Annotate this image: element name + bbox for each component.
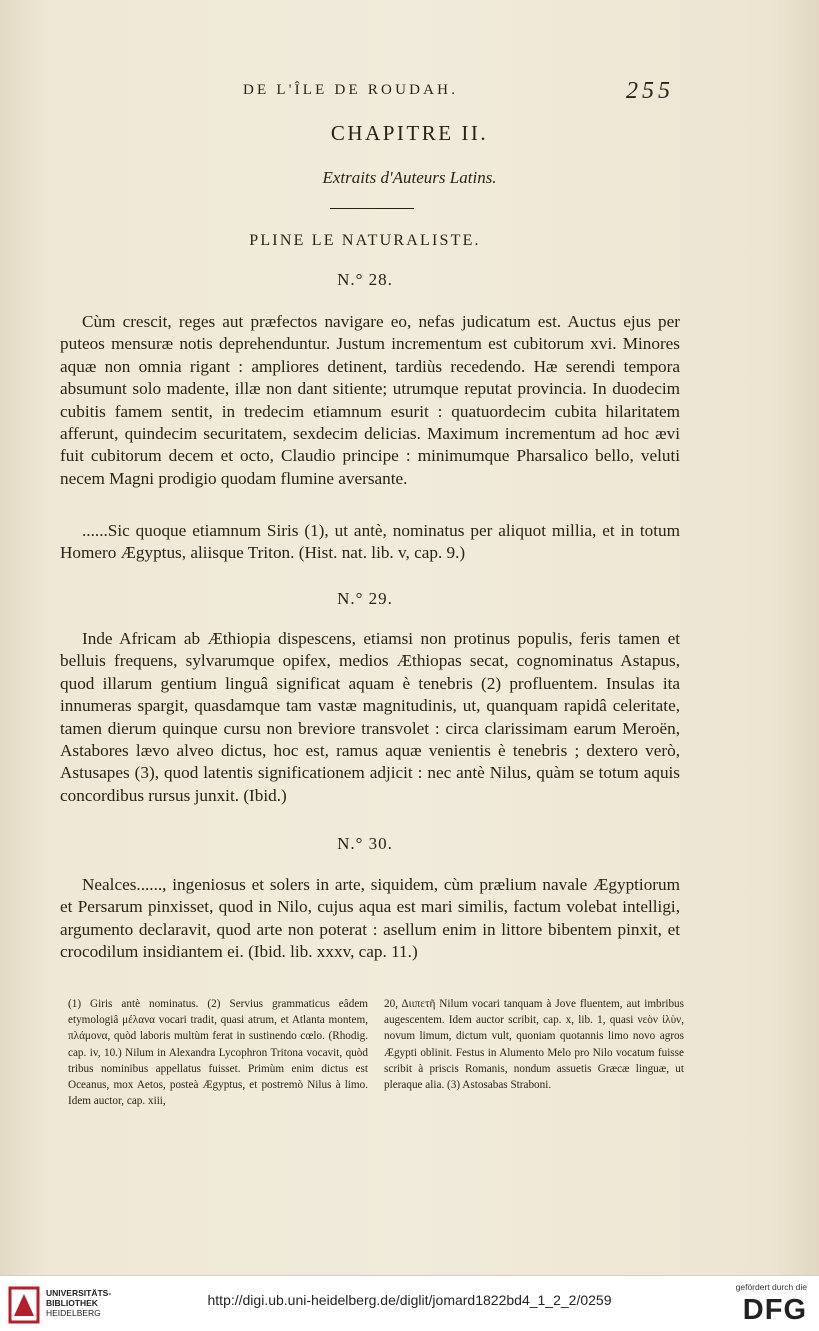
entry-number: N.° 30. <box>337 834 393 853</box>
section-title: PLINE LE NATURALISTE. <box>249 232 481 249</box>
chapter-title: CHAPITRE II. <box>330 121 489 145</box>
page-number: 255 <box>626 78 674 104</box>
university-line: BIBLIOTHEK <box>46 1298 98 1308</box>
university-line: HEIDELBERG <box>46 1308 101 1318</box>
running-title: DE L'ÎLE DE ROUDAH. <box>243 82 459 98</box>
footer-bar <box>0 1275 819 1331</box>
running-head <box>0 78 819 108</box>
paragraph: Nealces......, ingeniosus et solers in arte, siquidem, cùm prælium navale Ægyptiorum et Persarum pinxisset, quod in Nilo, cujus aqua est mari similis, factum volebat intelligi, argumento declaravit, quod arte non poterat : asellum enim in littore bibentem pinxit, et crocodilum insidiantem ei. (Ibid. lib. xxxv, cap. 11.) <box>60 875 680 962</box>
dfg-logo[interactable]: DFG <box>742 1294 807 1326</box>
entry-number: N.° 29. <box>337 589 393 608</box>
permalink-url[interactable]: http://digi.ub.uni-heidelberg.de/diglit/jomard1822bd4_1_2_2/0259 <box>207 1292 612 1308</box>
entry-number: N.° 28. <box>337 270 393 289</box>
funded-by-label: gefördert durch die <box>735 1282 807 1292</box>
chapter-subtitle: Extraits d'Auteurs Latins. <box>322 168 497 187</box>
university-line: UNIVERSITÄTS- <box>46 1288 112 1298</box>
footnote-column-right: 20, Διιπετῆ Nilum vocari tanquam à Jove fluentem, aut imbribus augescentem. Idem auctor scribit, cap. x, lib. 1, quasi νεὸν ἰλὺν, novum limum, dictum vult, quoniam quotannis limo novo agros Ægypti oblinit. Festus in Alumento Melo pro Nilo vocatum fuisse scribit à priscis Romanis, nondum assuetis Græcæ linguæ, ut pleraque alia. (3) Astosabas Straboni. <box>384 998 684 1092</box>
paragraph: Cùm crescit, reges aut præfectos navigare eo, nefas judicatum est. Auctus ejus per puteos mensuræ notis deprehenduntur. Justum incrementum est cubitorum xvi. Minores aquæ non omnia rigant : ampliores detinent, tardiùs recedendo. Hæ serendi tempora absumunt solo madente, illæ non dant sitiente; utrumque reputat provincia. In duodecim cubitis famem sentit, in tredecim etiamnum esurit : quatuordecim cubita hilaritatem afferunt, quindecim securitatem, sexdecim delicias. Maximum incrementum ad hoc ævi fuit cubitorum decem et octo, Claudio principe : minimumque Pharsalico bello, veluti necem Magni prodigio quodam flumine aversante. <box>60 312 680 488</box>
paragraph: ......Sic quoque etiamnum Siris (1), ut antè, nominatus per aliquot millia, et in totum Homero Ægyptus, aliisque Triton. (Hist. nat. lib. v, cap. 9.) <box>60 521 680 563</box>
paragraph: Inde Africam ab Æthiopia dispescens, etiamsi non protinus populis, feris tamen et belluis frequens, sylvarumque opifex, medios Æthiopas secat, cognominatus Astapus, quod illarum gentium linguâ significat aquam è tenebris (2) profluentem. Insulas ita innumeras spargit, quasdamque tam vastæ magnitudinis, ut, quanquam rapidâ celeritate, tamen dierum quinque cursu non breviore transvolet : circa clarissimam earum Meroën, Astabores lævo alveo dictus, hoc est, ramus aquæ venientis è tenebris ; dextero verò, Astusapes (3), quod latentis significationem adjicit : nec antè Nilus, quàm se totum aquis concordibus rursus junxit. (Ibid.) <box>60 629 680 805</box>
footnote-column-left: (1) Giris antè nominatus. (2) Servius grammaticus eâdem etymologiâ μέλανα vocari tradit, quasi atrum, et Atlanta montem, πλάμονα, quòd laboris multùm ferat in sustinendo cœlo. (Rhodig. cap. iv, 10.) Nilum in Alexandra Lycophron Tritona vocavit, quòd tribus nominibus appellatus fuisset. Primùm enim dictus est Oceanus, mox Aetos, posteà Ægyptus, et postremò Nilus à limo. Idem auctor, cap. xiii, <box>68 998 368 1108</box>
divider <box>330 208 414 209</box>
